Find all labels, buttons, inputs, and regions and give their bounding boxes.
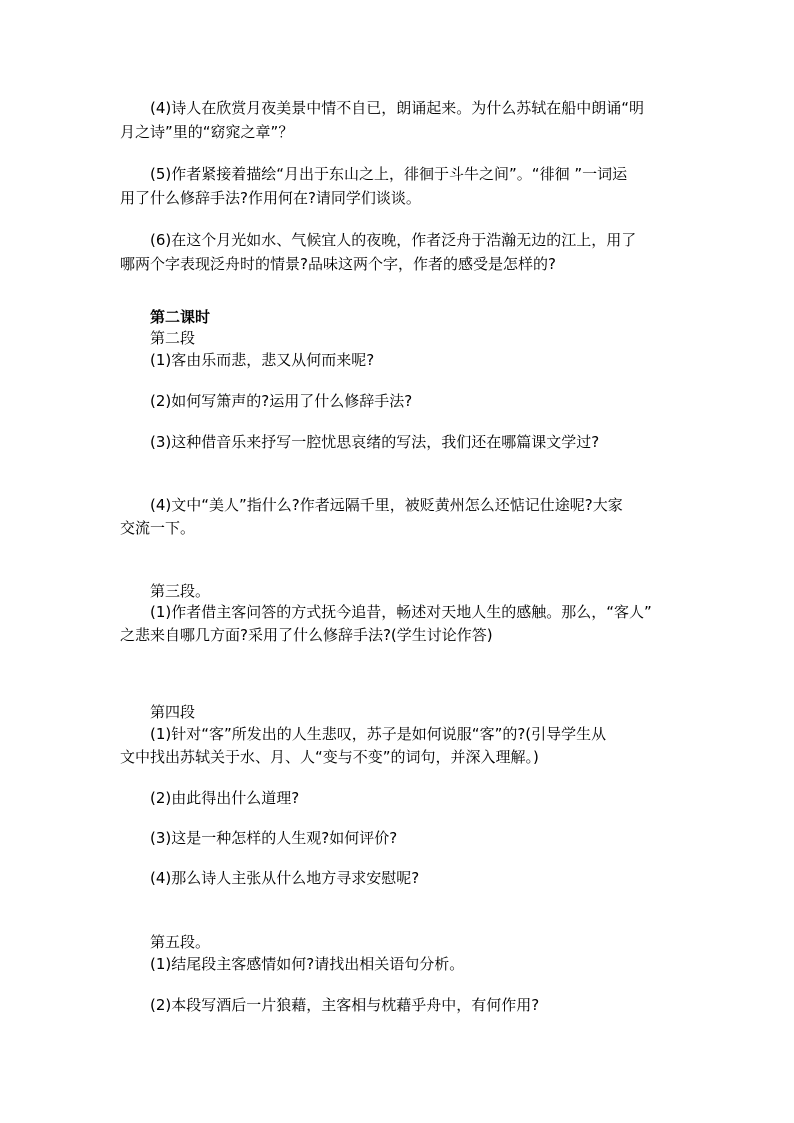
section-4-question-1-line-2: 文中找出苏轼关于水、月、人“变与不变”的词句，并深入理解。) [120,748,539,766]
section-3-question-1-line-1: (1)作者借主客问答的方式抚今追昔，畅述对天地人生的感触。那么，“客人” [150,603,652,621]
section-3-question-1-line-2: 之悲来自哪几方面?采用了什么修辞手法?(学生讨论作答) [120,626,493,644]
section-2-question-1: (1)客由乐而悲，悲又从何而来呢? [150,351,375,369]
section-4-question-3: (3)这是一种怎样的人生观?如何评价? [150,829,398,847]
section-2-question-4-line-2: 交流一下。 [120,519,196,537]
section-4-question-2: (2)由此得出什么道理? [150,789,300,807]
question-4-line-1: (4)诗人在欣赏月夜美景中情不自已，朗诵起来。为什么苏轼在船中朗诵“明 [150,99,645,117]
question-6-line-1: (6)在这个月光如水、气候宜人的夜晚，作者泛舟于浩瀚无边的江上，用了 [150,231,637,249]
section-2-question-2: (2)如何写箫声的?运用了什么修辞手法? [150,392,413,410]
lesson-2-heading: 第二课时 [150,308,211,326]
section-2-heading: 第二段 [150,329,196,347]
section-4-question-1-line-1: (1)针对“客”所发出的人生悲叹，苏子是如何说服“客”的?(引导学生从 [150,725,607,743]
section-5-question-1: (1)结尾段主客感情如何?请找出相关语句分析。 [150,955,465,973]
question-5-line-1: (5)作者紧接着描绘“月出于东山之上，徘徊于斗牛之间”。“徘徊 ”一词运 [150,165,628,183]
section-5-heading: 第五段。 [150,933,211,951]
question-4-line-2: 月之诗”里的“窈窕之章”？ [120,123,294,141]
section-5-question-2: (2)本段写酒后一片狼藉，主客相与枕藉乎舟中，有何作用? [150,996,540,1014]
question-6-line-2: 哪两个字表现泛舟时的情景?品味这两个字，作者的感受是怎样的? [120,255,556,273]
question-5-line-2: 用了什么修辞手法?作用何在?请同学们谈谈。 [120,189,421,207]
section-3-heading: 第三段。 [150,582,211,600]
section-4-heading: 第四段 [150,703,196,721]
section-2-question-3: (3)这种借音乐来抒写一腔忧思哀绪的写法，我们还在哪篇课文学过? [150,433,600,451]
section-2-question-4-line-1: (4)文中“美人”指什么?作者远隔千里，被贬黄州怎么还惦记仕途呢?大家 [150,496,623,514]
section-4-question-4: (4)那么诗人主张从什么地方寻求安慰呢? [150,869,420,887]
